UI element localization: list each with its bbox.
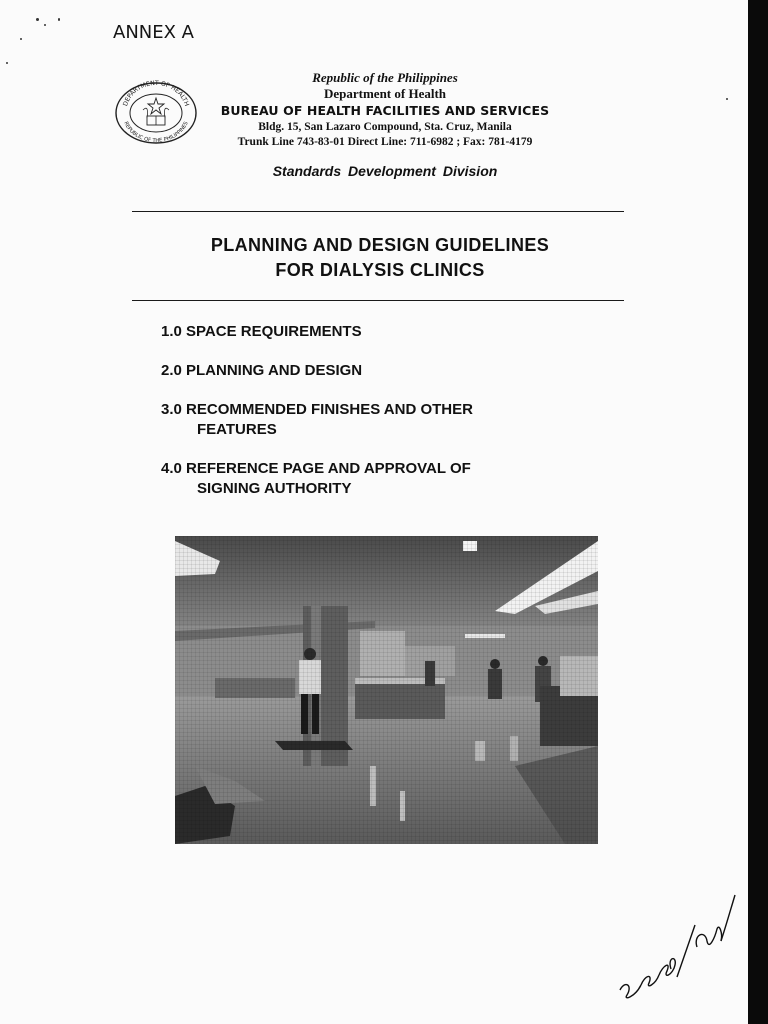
address-line: Bldg. 15, San Lazaro Compound, Sta. Cruz, Manila bbox=[258, 121, 512, 133]
scan-edge bbox=[748, 0, 768, 1024]
toc-item bbox=[161, 459, 581, 499]
bureau-line: BUREAU OF HEALTH FACILITIES AND SERVICES bbox=[220, 103, 550, 118]
toc-item-label: 4.0 REFERENCE PAGE AND APPROVAL OF bbox=[161, 460, 471, 477]
toc-item-label: 1.0 SPACE REQUIREMENTS bbox=[161, 323, 362, 340]
title-line-2: FOR DIALYSIS CLINICS bbox=[275, 260, 485, 280]
title-line-1: PLANNING AND DESIGN GUIDELINES bbox=[210, 235, 550, 255]
toc-item-label: 3.0 RECOMMENDED FINISHES AND OTHER bbox=[161, 401, 473, 418]
toc-item bbox=[161, 361, 581, 381]
top-divider bbox=[132, 211, 624, 212]
scan-speck bbox=[6, 62, 8, 64]
clinic-photo bbox=[175, 536, 598, 844]
table-of-contents bbox=[161, 322, 581, 518]
document-title bbox=[150, 233, 610, 283]
toc-item-label-continued: FEATURES bbox=[197, 421, 277, 438]
toc-item-label-continued: SIGNING AUTHORITY bbox=[197, 480, 352, 497]
handwritten-initials-icon bbox=[615, 885, 740, 1005]
seal-text-top: DEPARTMENT OF HEALTH bbox=[122, 80, 190, 108]
scan-speck bbox=[20, 38, 22, 40]
country-line: Republic of the Philippines bbox=[312, 70, 458, 85]
bottom-divider bbox=[132, 300, 624, 301]
toc-item-label: 2.0 PLANNING AND DESIGN bbox=[161, 362, 363, 379]
seal-text-bottom: REPUBLIC OF THE PHILIPPINES bbox=[122, 120, 190, 144]
letterhead bbox=[200, 70, 570, 150]
scan-speck bbox=[726, 98, 728, 100]
annex-label: ANNEX A bbox=[113, 22, 194, 43]
doh-seal-icon bbox=[113, 80, 199, 144]
scan-speck bbox=[58, 18, 60, 21]
scan-speck bbox=[44, 24, 46, 26]
scan-speck bbox=[36, 18, 39, 21]
toc-item bbox=[161, 322, 581, 342]
department-line: Department of Health bbox=[323, 86, 447, 101]
contact-line: Trunk Line 743-83-01 Direct Line: 711-6982 ; Fax: 781-4179 bbox=[237, 136, 533, 148]
division-name: Standards Development Division bbox=[272, 163, 498, 179]
toc-item bbox=[161, 400, 581, 440]
